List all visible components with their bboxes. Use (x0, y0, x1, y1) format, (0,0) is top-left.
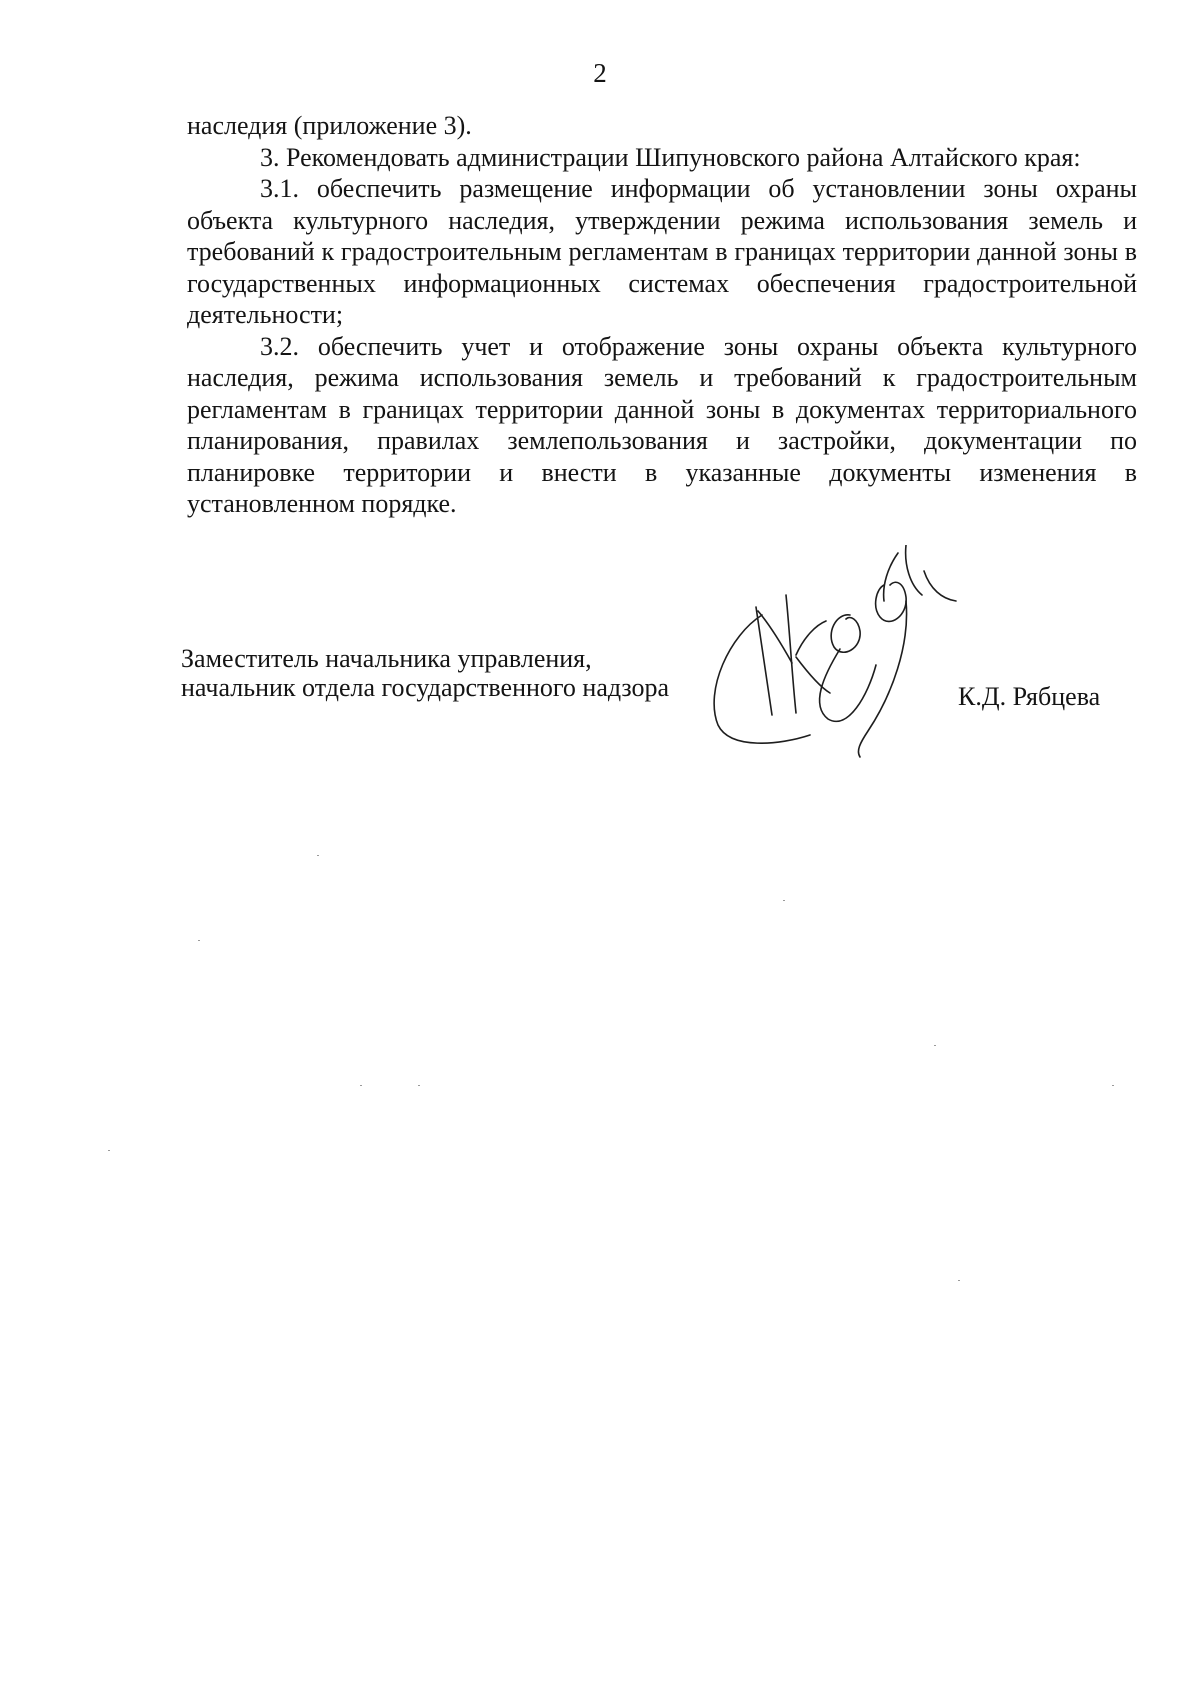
scan-speck (934, 1045, 936, 1046)
document-body (187, 110, 1137, 520)
paragraph-item-3-2: 3.2. обеспечить учет и отображение зоны охраны объекта культурного наследия, режима использования земель и требований к градостроительным регламентам в границах территории данной зоны в документах территориального планирования, правилах землепользования и застройки, документации по планировке территории и внести в указанные документы изменения в установленном порядке. (187, 331, 1137, 518)
scan-speck (360, 1085, 362, 1086)
scan-speck (418, 1085, 420, 1086)
page-number: 2 (593, 58, 607, 88)
signatory-name: К.Д. Рябцева (958, 682, 1101, 711)
signatory-position-line1: Заместитель начальника управления, (181, 644, 592, 673)
scan-speck (1112, 1085, 1114, 1086)
paragraph-item-3-1: 3.1. обеспечить размещение информации об установлении зоны охраны объекта культурного наследия, утверждении режима использования земель и требований к градостроительным регламентам в границах территории данной зоны в государственных информационных системах обеспечения градостроительной деятельности; (187, 174, 1137, 329)
handwritten-signature (700, 545, 960, 760)
scan-speck (783, 900, 785, 901)
scan-speck (198, 940, 200, 941)
scan-speck (317, 855, 319, 856)
scan-speck (108, 1150, 110, 1151)
paragraph-continuation: наследия (приложение 3). (187, 111, 472, 140)
paragraph-item-3: 3. Рекомендовать администрации Шипуновского района Алтайского края: (260, 142, 1081, 172)
signatory-position-line2: начальник отдела государственного надзора (181, 673, 670, 702)
signatory-position (181, 644, 669, 702)
scan-speck (958, 1280, 960, 1281)
